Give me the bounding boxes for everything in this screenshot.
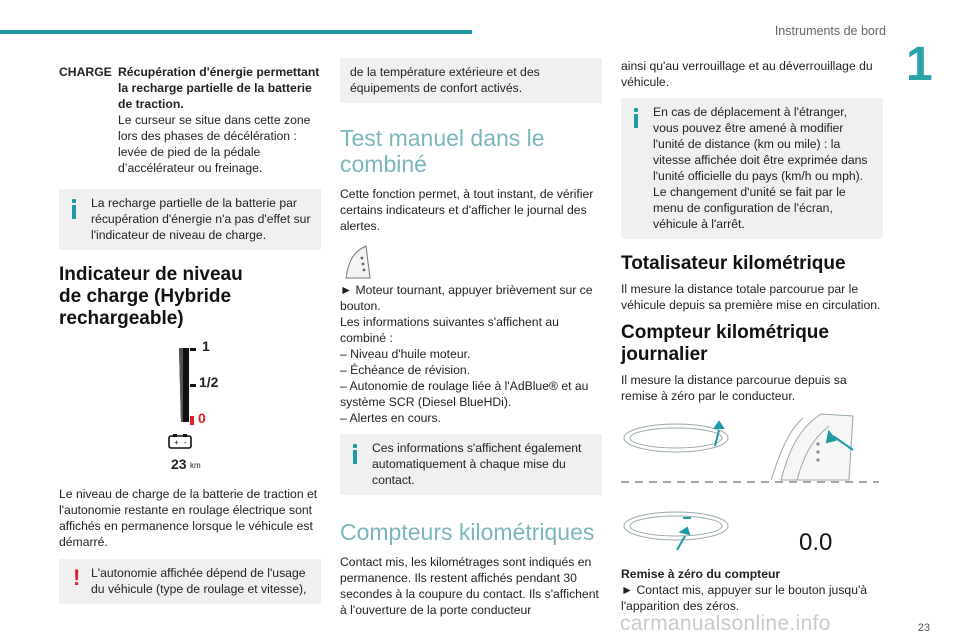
info-box-recharge bbox=[59, 189, 321, 250]
heading-manual-test: Test manuel dans le combiné bbox=[340, 125, 545, 177]
paragraph-manual-test: Cette fonction permet, à tout instant, de vérifier certains indicateurs et d'afficher le journal des alertes. bbox=[340, 187, 594, 233]
stalk-button-icon bbox=[342, 244, 372, 280]
svg-text:+: + bbox=[174, 438, 179, 447]
column-right bbox=[621, 58, 883, 614]
warning-icon: ! bbox=[73, 565, 81, 590]
box-continued-text: de la température extérieure et des équipements de confort activés. bbox=[350, 65, 540, 95]
paragraph-odometers: Contact mis, les kilométrages sont indiqués en permanence. Ils restent affichés pendant 30 secondes à la coupure du contact. Ils s'affichent à l'ouverture de la porte conducteur bbox=[340, 555, 599, 617]
info-icon bbox=[630, 108, 643, 128]
list-item: – Autonomie de roulage liée à l'AdBlue® et au système SCR (Diesel BlueHDi). bbox=[340, 379, 589, 409]
reset-instruction: ► Contact mis, appuyer sur le bouton jusqu'à l'apparition des zéros. bbox=[621, 583, 868, 613]
paragraph-info-list-intro: Les informations suivantes s'affichent au combiné : bbox=[340, 315, 559, 345]
dashboard-illustration bbox=[621, 410, 883, 560]
warning-box-autonomy bbox=[59, 559, 321, 604]
list-item: – Niveau d'huile moteur. bbox=[340, 347, 471, 361]
list-item: – Échéance de révision. bbox=[340, 363, 471, 377]
warning-box-continued bbox=[340, 58, 602, 103]
paragraph-odometers-continued: ainsi qu'au verrouillage et au déverrouillage du véhicule. bbox=[621, 59, 873, 89]
paragraph-total-odometer: Il mesure la distance totale parcourue par le véhicule depuis sa première mise en circulation. bbox=[621, 282, 881, 312]
gauge-label-half: 1/2 bbox=[199, 374, 219, 390]
info-text: Ces informations s'affichent également automatiquement à chaque mise du contact. bbox=[372, 441, 582, 487]
section-title: Instruments de bord bbox=[774, 24, 886, 38]
charge-key: CHARGE bbox=[59, 65, 112, 79]
trip-reset-illustration bbox=[621, 410, 883, 560]
heading-trip-meter: Compteur kilométrique journalier bbox=[621, 322, 829, 365]
paragraph-trip-meter: Il mesure la distance parcourue depuis sa remise à zéro par le conducteur. bbox=[621, 373, 847, 403]
charge-definition bbox=[59, 58, 321, 176]
instruction-press-button: ► Moteur tournant, appuyer brièvement sur ce bouton. bbox=[340, 283, 593, 313]
watermark: carmanualsonline.info bbox=[620, 612, 831, 635]
info-text: La recharge partielle de la batterie par récupération d'énergie n'a pas d'effet sur l'indicateur de niveau de charge. bbox=[91, 196, 311, 242]
info-list bbox=[340, 346, 602, 426]
page-number: 23 bbox=[917, 622, 930, 634]
charge-gauge-illustration bbox=[59, 338, 321, 476]
charge-title: Récupération d'énergie permettant la recharge partielle de la batterie de traction. bbox=[118, 65, 320, 111]
gauge-label-full: 1 bbox=[202, 338, 210, 354]
column-middle bbox=[340, 58, 602, 618]
heading-charge-level: Indicateur de niveau de charge (Hybride rechargeable) bbox=[59, 264, 243, 329]
heading-total-odometer: Totalisateur kilométrique bbox=[621, 253, 846, 274]
list-item: – Alertes en cours. bbox=[340, 411, 441, 425]
svg-text:-: - bbox=[184, 438, 187, 447]
warning-text: L'autonomie affichée dépend de l'usage du véhicule (type de roulage et vitesse), bbox=[91, 566, 307, 596]
info-box-auto-display bbox=[340, 434, 602, 495]
range-unit: km bbox=[190, 461, 201, 470]
charge-gauge-graphic bbox=[59, 338, 321, 476]
heading-odometers: Compteurs kilométriques bbox=[340, 519, 595, 545]
range-value: 23 bbox=[171, 456, 187, 472]
paragraph-charge-level: Le niveau de charge de la batterie de traction et l'autonomie restante en roulage électrique sont affichés en permanence lorsque le véhicule est démarré. bbox=[59, 487, 318, 549]
chapter-number: 1 bbox=[906, 38, 933, 91]
battery-icon bbox=[169, 434, 191, 448]
info-icon bbox=[349, 444, 362, 464]
gauge-label-zero: 0 bbox=[198, 410, 206, 426]
reset-title: Remise à zéro du compteur bbox=[621, 567, 781, 581]
info-box-units bbox=[621, 98, 883, 239]
charge-text: Le curseur se situe dans cette zone lors des phases de décélération : levée de pied de la pédale d’accélérateur ou freinage. bbox=[118, 113, 311, 175]
header-accent-bar bbox=[0, 30, 472, 34]
info-icon bbox=[68, 199, 81, 219]
column-left bbox=[59, 58, 321, 604]
trip-display-value: 0.0 bbox=[799, 529, 833, 556]
info-text: En cas de déplacement à l'étranger, vous pouvez être amené à modifier l'unité de distance (km ou mile) : la vitesse affichée doit être exprimée dans l'unité officielle du pays (km/h ou mph). Le changement d'unité se fait par le menu de configuration de l'écran, véhicule à l'arrêt. bbox=[653, 105, 868, 231]
